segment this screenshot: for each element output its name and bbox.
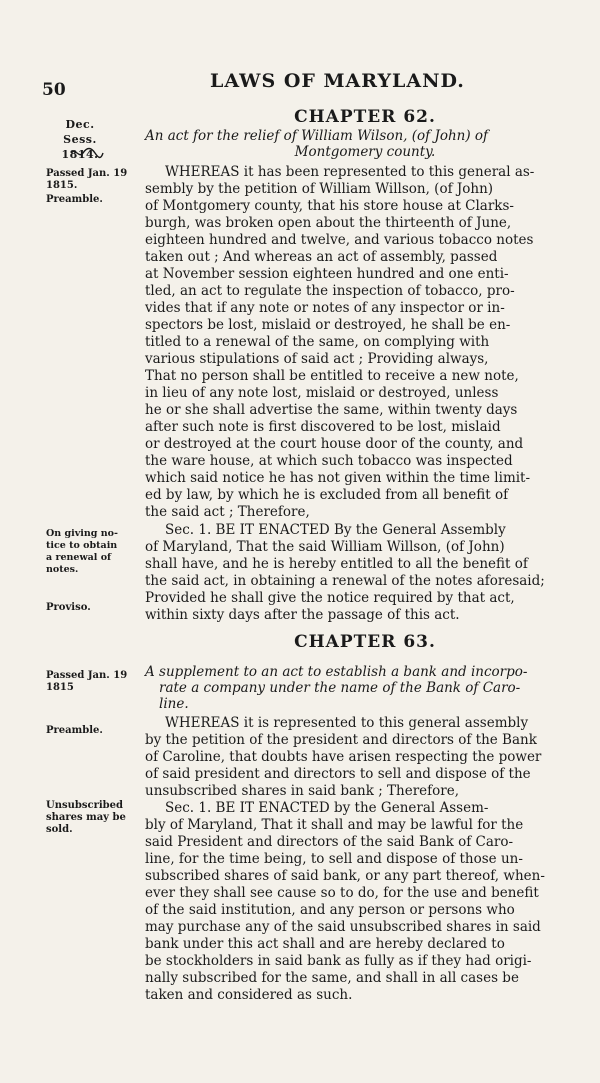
unsubscribed-line: shares may be: [46, 812, 126, 823]
act-title-line: An act for the relief of William Wilson, (of John) of: [145, 128, 489, 144]
chapter-62-section-1: [145, 522, 585, 624]
proviso-note: Proviso.: [46, 602, 91, 613]
text-line: taken and considered as such.: [145, 987, 353, 1003]
text-line: be stockholders in said bank as fully as if they had origi-: [145, 953, 532, 969]
text-line: vides that if any note or notes of any inspector or in-: [145, 300, 505, 316]
text-line: the said act ; Therefore,: [145, 504, 310, 520]
passed-year: 1815: [46, 682, 74, 693]
text-line: burgh, was broken open about the thirteenth of June,: [145, 215, 512, 231]
text-line: of the said institution, and any person or persons who: [145, 902, 515, 918]
text-line: by the petition of the president and directors of the Bank: [145, 732, 537, 748]
renewal-note-line: notes.: [46, 564, 79, 575]
text-line: taken out ; And whereas an act of assembly, passed: [145, 249, 498, 265]
text-line: eighteen hundred and twelve, and various tobacco notes: [145, 232, 534, 248]
text-line: That no person shall be entitled to receive a new note,: [145, 368, 519, 384]
flourish-ornament: [70, 147, 104, 159]
text-line: bank under this act shall and are hereby declared to: [145, 936, 505, 952]
text-line: spectors be lost, mislaid or destroyed, he shall be en-: [145, 317, 511, 333]
act-title-line: rate a company under the name of the Bank of Caro-: [159, 680, 521, 696]
text-line: of said president and directors to sell and dispose of the: [145, 766, 531, 782]
text-line: after such note is first discovered to be lost, mislaid: [145, 419, 501, 435]
act-title-line: line.: [159, 696, 189, 712]
text-line: the ware house, at which such tobacco was inspected: [145, 453, 513, 469]
text-line: ever they shall see cause so to do, for the use and benefit: [145, 885, 539, 901]
renewal-note-line: a renewal of: [46, 552, 112, 563]
text-line: which said notice he has not given within the time limit-: [145, 470, 531, 486]
text-line: or destroyed at the court house door of the county, and: [145, 436, 524, 452]
chapter-62-heading: CHAPTER 62.: [294, 107, 436, 127]
passed-year: 1815.: [46, 180, 78, 191]
text-line: unsubscribed shares in said bank ; Therefore,: [145, 783, 460, 799]
passed-note-62: [46, 168, 144, 192]
text-line: nally subscribed for the same, and shall in all cases be: [145, 970, 519, 986]
preamble-note-62: Preamble.: [46, 194, 103, 205]
text-line: shall have, and he is hereby entitled to all the benefit of: [145, 556, 528, 572]
text-line: Sec. 1. BE IT ENACTED By the General Assembly: [165, 522, 506, 538]
session-year: 1814.: [61, 148, 99, 161]
text-line: titled to a renewal of the same, on complying with: [145, 334, 490, 350]
text-line: tled, an act to regulate the inspection of tobacco, pro-: [145, 283, 515, 299]
passed-date: Passed Jan. 19: [46, 168, 128, 179]
text-line: may purchase any of the said unsubscribed shares in said: [145, 919, 541, 935]
text-line: WHEREAS it is represented to this general assembly: [165, 715, 529, 731]
chapter-63-heading: CHAPTER 63.: [294, 632, 436, 652]
text-line: of Caroline, that doubts have arisen respecting the power: [145, 749, 542, 765]
text-line: sembly by the petition of William Willson, (of John): [145, 181, 494, 197]
chapter-63-title: [145, 664, 585, 712]
text-line: bly of Maryland, That it shall and may be lawful for the: [145, 817, 524, 833]
chapter-63-section-1: [145, 800, 585, 1004]
text-line: WHEREAS it has been represented to this general as-: [165, 164, 535, 180]
chapter-63-preamble: [145, 715, 585, 800]
text-line: he or she shall advertise the same, within twenty days: [145, 402, 518, 418]
renewal-note-line: On giving no-: [46, 528, 118, 539]
preamble-note-63: Preamble.: [46, 725, 103, 736]
unsubscribed-line: Unsubscribed: [46, 800, 124, 811]
text-line: Sec. 1. BE IT ENACTED by the General Assem-: [165, 800, 489, 816]
unsubscribed-note: [46, 800, 144, 836]
passed-date: Passed Jan. 19: [46, 670, 128, 681]
act-title-line: A supplement to an act to establish a bank and incorpo-: [145, 664, 528, 680]
chapter-62-preamble: [145, 164, 585, 521]
passed-note-63: [46, 670, 144, 694]
renewal-note-line: tice to obtain: [46, 540, 118, 551]
text-line: subscribed shares of said bank, or any part thereof, when-: [145, 868, 545, 884]
text-line: in lieu of any note lost, mislaid or destroyed, unless: [145, 385, 499, 401]
text-line: of Montgomery county, that his store house at Clarks-: [145, 198, 514, 214]
text-line: the said act, in obtaining a renewal of the notes aforesaid;: [145, 573, 545, 589]
text-line: line, for the time being, to sell and dispose of those un-: [145, 851, 523, 867]
text-line: ed by law, by which he is excluded from all benefit of: [145, 487, 509, 503]
unsubscribed-line: sold.: [46, 824, 73, 835]
renewal-note: [46, 528, 144, 576]
text-line: of Maryland, That the said William Willson, (of John): [145, 539, 505, 555]
chapter-62-title: [145, 128, 585, 160]
running-head: LAWS OF MARYLAND.: [210, 70, 465, 92]
act-title-line: Montgomery county.: [294, 144, 436, 160]
text-line: within sixty days after the passage of this act.: [145, 607, 460, 623]
page-number: 50: [42, 80, 66, 100]
text-line: Provided he shall give the notice required by that act,: [145, 590, 515, 606]
session-line: Dec. Sess.: [63, 118, 97, 146]
text-line: said President and directors of the said Bank of Caro-: [145, 834, 514, 850]
text-line: at November session eighteen hundred and one enti-: [145, 266, 509, 282]
text-line: various stipulations of said act ; Providing always,: [145, 351, 489, 367]
